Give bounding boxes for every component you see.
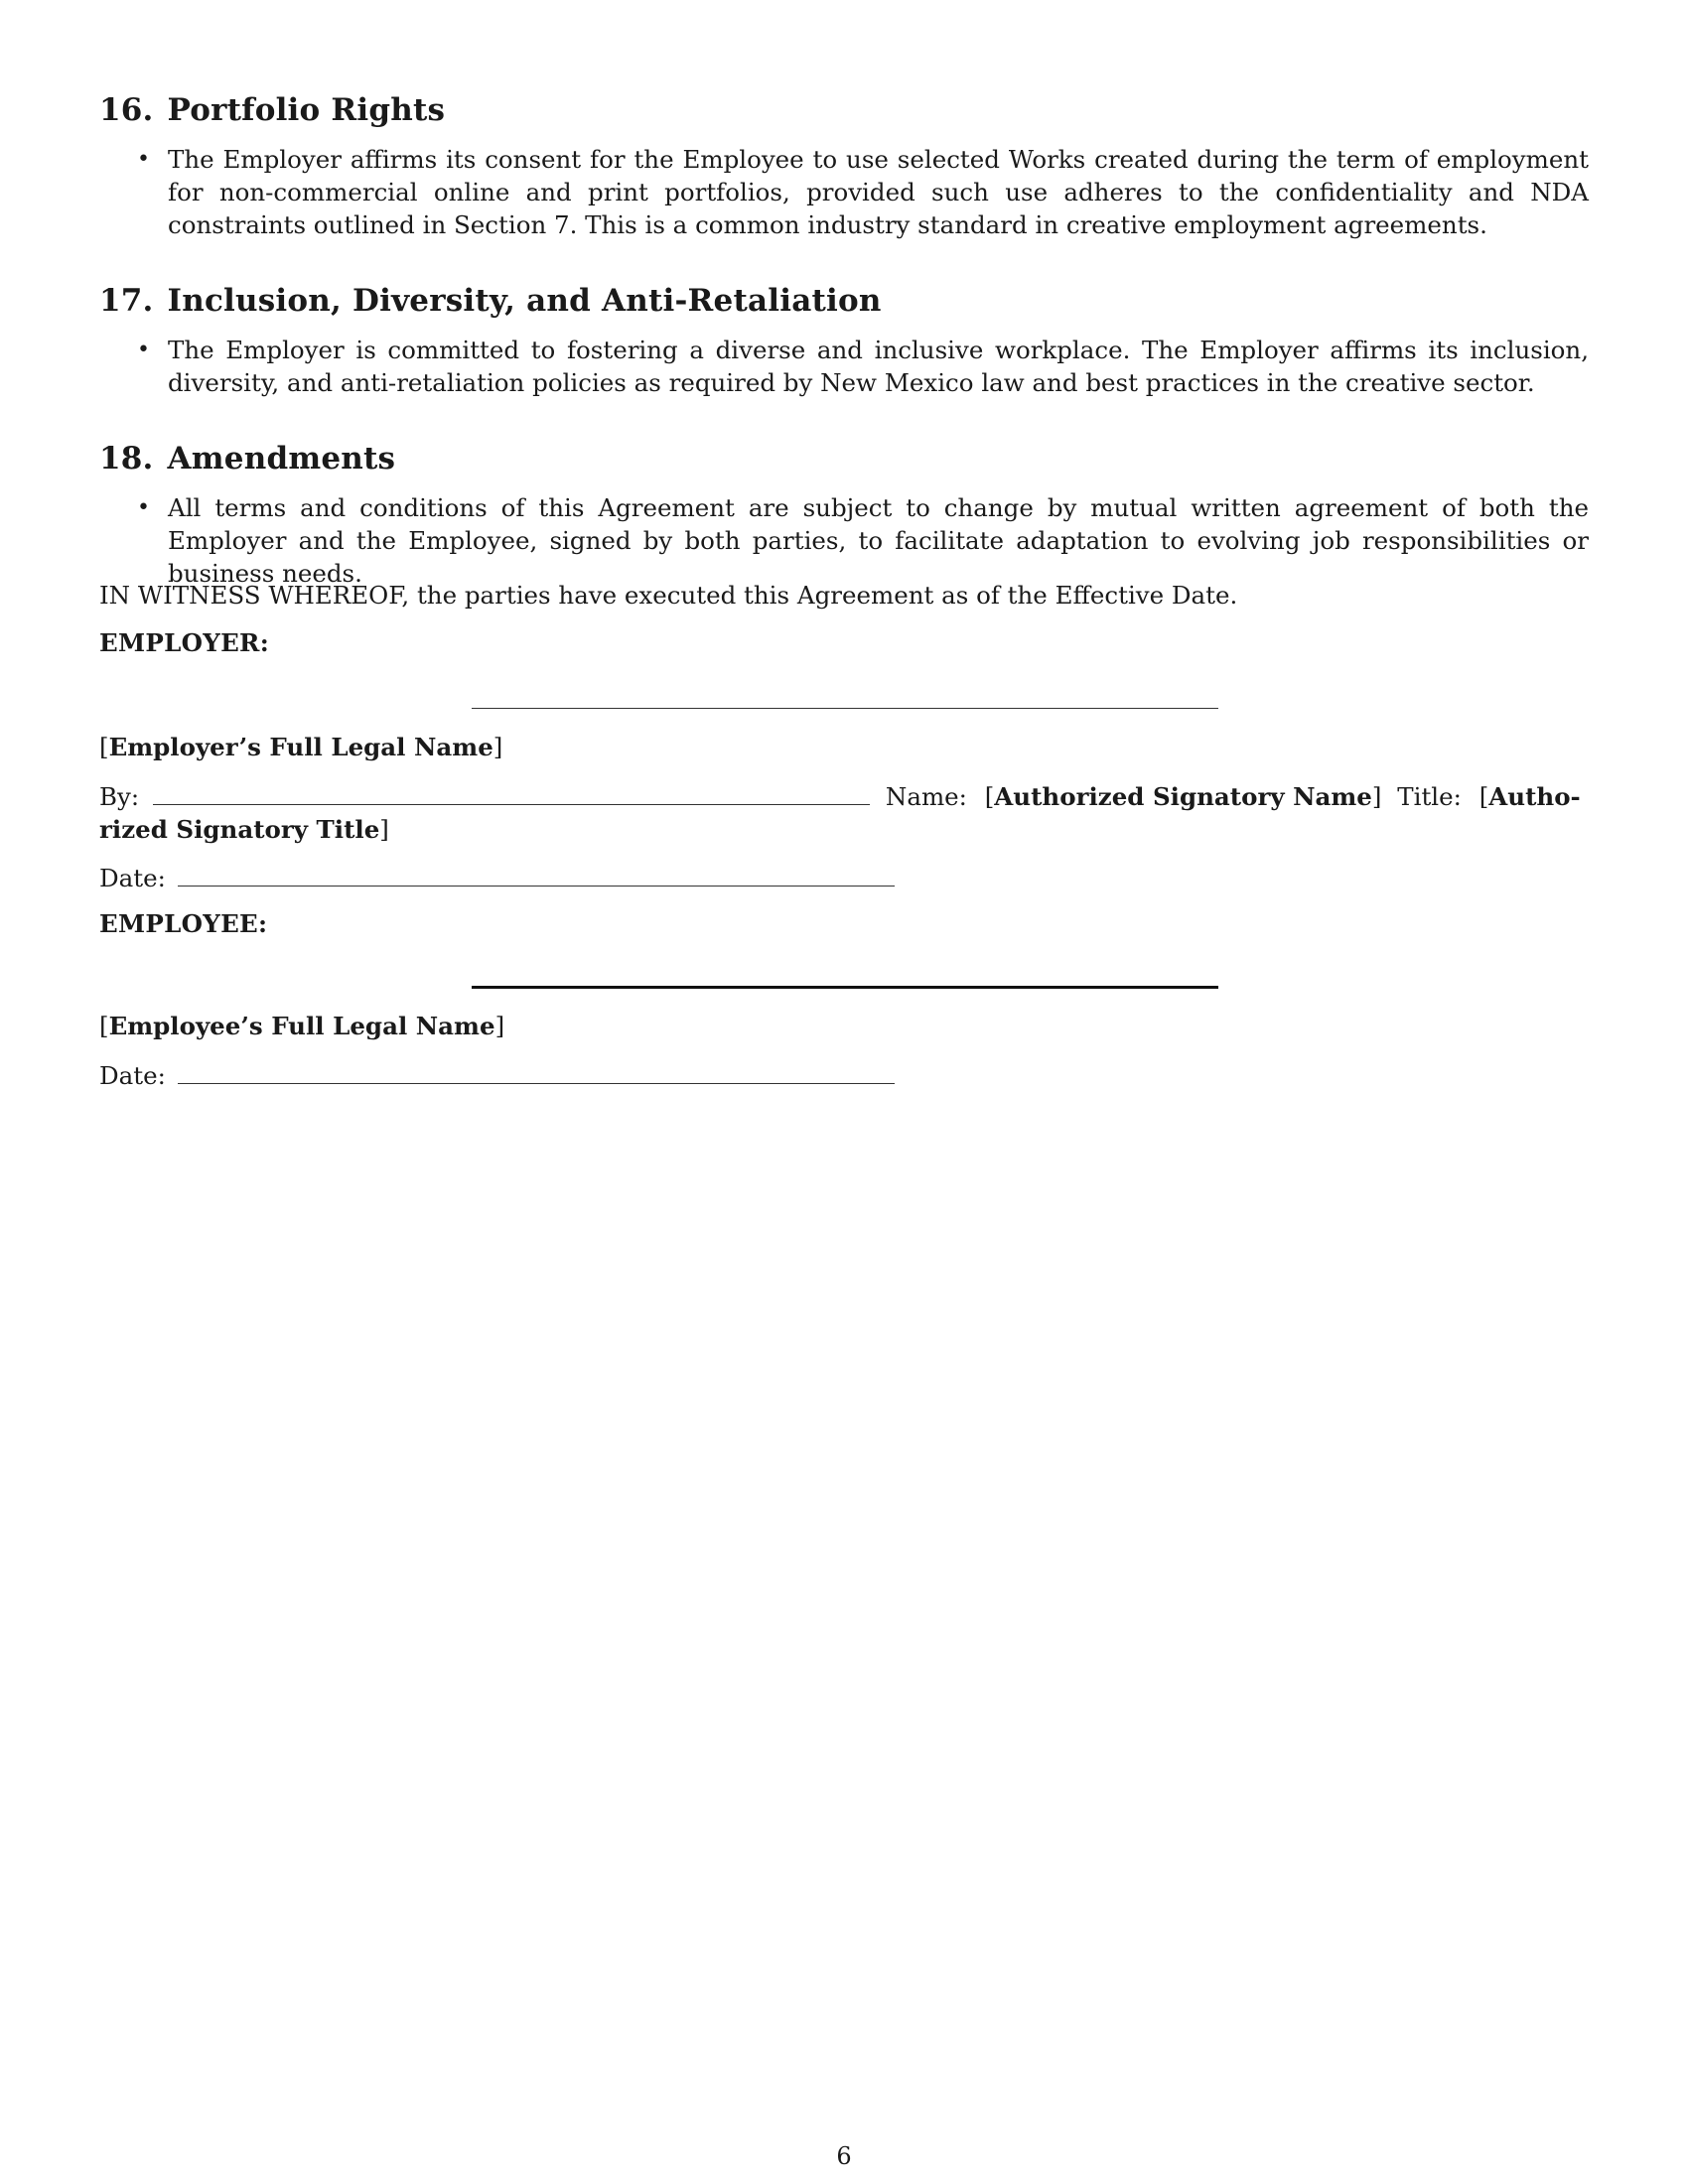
bullet-list (99, 143, 1589, 241)
bracket-open: [ (99, 733, 109, 761)
employer-label: EMPLOYER: (99, 628, 270, 657)
bracket-close: ] (1371, 782, 1382, 811)
section-17 (99, 280, 1589, 399)
bullet-list (99, 491, 1589, 590)
list-item (99, 143, 1589, 241)
section-heading (99, 438, 1589, 479)
section-18 (99, 438, 1589, 590)
title-label: Title: (1397, 782, 1462, 811)
employee-label: EMPLOYEE: (99, 909, 268, 938)
bracket-close: ] (379, 815, 389, 844)
witness-clause: IN WITNESS WHEREOF, the parties have executed this Agreement as of the Effective Date. (99, 581, 1238, 610)
bracket-open: [ (99, 1012, 109, 1040)
section-heading (99, 280, 1589, 322)
section-number: 17. (99, 283, 154, 319)
bracket-close: ] (492, 733, 503, 761)
bullet-text: All terms and conditions of this Agreement are subject to change by mutual written agreement of both the Employer and the Employee, signed by both parties, to facilitate adaptation to evolving job responsibilities or business needs. (168, 493, 1589, 588)
date-label: Date: (99, 1061, 166, 1090)
employee-date-line (99, 1059, 895, 1092)
bullet-icon: • (137, 495, 150, 520)
employee-date-field[interactable] (178, 1061, 895, 1084)
employer-date-line (99, 862, 895, 894)
employer-legal-name (99, 731, 502, 763)
section-number: 16. (99, 92, 154, 128)
signatory-title-part2: rized Signatory Title (99, 815, 380, 844)
bullet-text: The Employer affirms its consent for the Employee to use selected Works created during the term of employment for non-commercial online and print portfolios, provided such use adheres to the confidentiality and NDA constraints outlined in Section 7. This is a common industry standard in creative employment agreements. (168, 145, 1589, 239)
section-title: Inclusion, Diversity, and Anti-Retaliation (167, 283, 882, 319)
employee-legal-name (99, 1010, 504, 1042)
bullet-text: The Employer is committed to fostering a diverse and inclusive workplace. The Employer affirms its inclusion, diversity, and anti-retaliation policies as required by New Mexico law and best practices in the creative sector. (168, 336, 1589, 397)
signatory-title-part1: Autho- (1488, 782, 1581, 811)
employer-date-field[interactable] (178, 864, 895, 887)
bullet-icon: • (137, 147, 150, 172)
bracket-open: [ (984, 782, 995, 811)
list-item (99, 491, 1589, 590)
bracket-open: [ (1478, 782, 1489, 811)
section-heading (99, 89, 1589, 131)
date-label: Date: (99, 864, 166, 892)
page-number: 6 (836, 2142, 852, 2170)
section-16 (99, 89, 1589, 241)
section-number: 18. (99, 441, 154, 477)
bracket-close: ] (494, 1012, 505, 1040)
employee-signature-line[interactable] (472, 986, 1218, 989)
bullet-icon: • (137, 338, 150, 362)
employer-by-line (99, 780, 1589, 813)
employer-title-continuation (99, 813, 389, 846)
employee-name-placeholder: Employee’s Full Legal Name (108, 1012, 495, 1040)
list-item (99, 334, 1589, 399)
by-signature-field[interactable] (153, 782, 870, 805)
section-title: Amendments (167, 441, 396, 477)
signatory-name-placeholder: Authorized Signatory Name (994, 782, 1372, 811)
name-label: Name: (885, 782, 967, 811)
employer-signature-line[interactable] (472, 708, 1218, 709)
employer-name-placeholder: Employer’s Full Legal Name (108, 733, 493, 761)
by-label: By: (99, 782, 140, 811)
section-title: Portfolio Rights (167, 92, 446, 128)
bullet-list (99, 334, 1589, 399)
